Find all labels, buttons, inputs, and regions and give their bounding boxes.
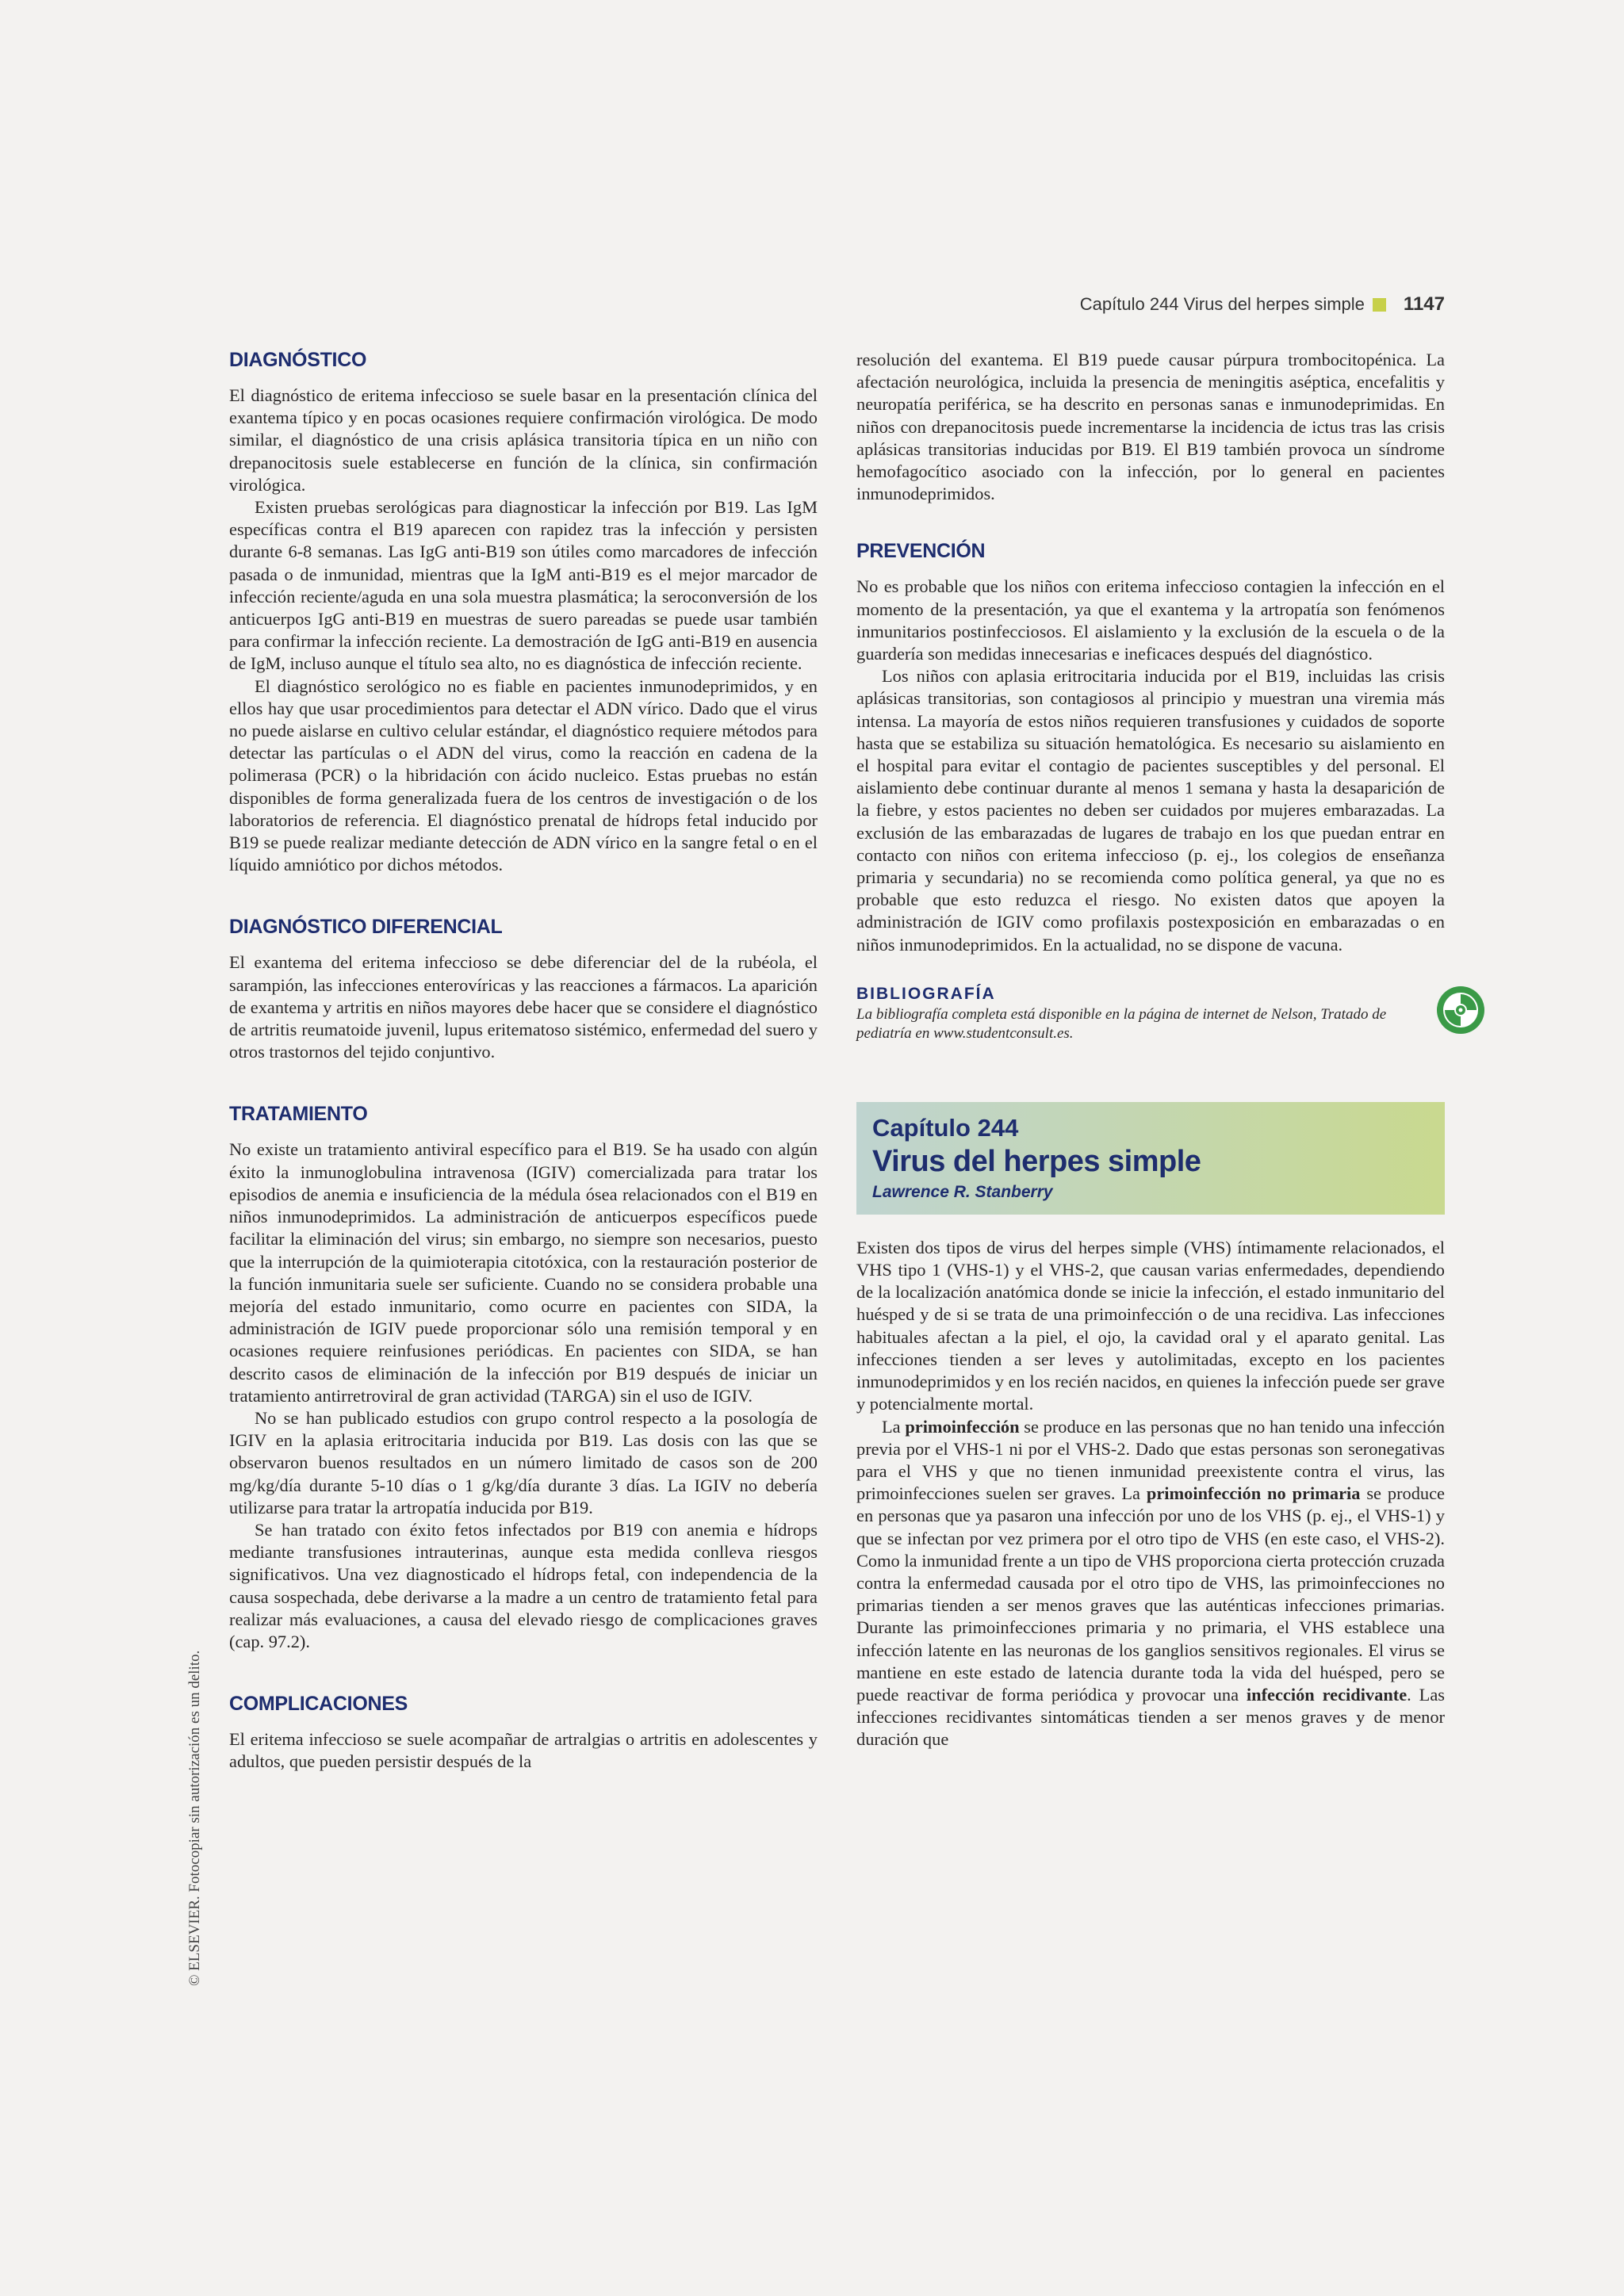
page-number: 1147 xyxy=(1403,293,1445,315)
chapter-author: Lawrence R. Stanberry xyxy=(872,1182,1053,1201)
bibliography-heading: BIBLIOGRAFÍA xyxy=(856,984,996,1003)
section-bibliografia xyxy=(856,985,1445,1043)
right-column xyxy=(856,349,1445,1751)
paragraph xyxy=(856,1416,1445,1751)
section-heading: PREVENCIÓN xyxy=(856,540,986,563)
paragraph: El eritema infeccioso se suele acompañar de artralgias o artritis en adolescentes y adultos, que pueden persistir después de la xyxy=(229,1729,818,1772)
section-diagnostico-diferencial xyxy=(229,916,818,1063)
term-primoinfeccion: primoinfección xyxy=(905,1416,1020,1437)
section-heading: TRATAMIENTO xyxy=(229,1103,368,1126)
chapter-title: Virus del herpes simple xyxy=(872,1144,1201,1178)
text-run: se produce en personas que ya pasaron una infección por uno de los VHS (p. ej., el VHS-1) y que se infectan por vez primera por el otro tipo de VHS (en este caso, el VHS-2). Como la inmunidad frente a un tipo de VHS proporciona cierta protección cruzada contra la enfermedad causada por el otro tipo de VHS, las primoinfecciones no primarias tienden a ser menos graves que las auténticas infecciones primarias. Durante las primoinfecciones primaria y no primaria, el VHS establece una infección latente en las neuronas de los ganglios sensitivos regionales. El virus se mantiene en este estado de latencia durante toda la vida del huésped, pero se puede reactivar de forma periódica y provocar una xyxy=(856,1483,1445,1705)
cd-disc-icon xyxy=(1435,985,1486,1035)
paragraph: resolución del exantema. El B19 puede causar púrpura trombocitopénica. La afectación neurológica, incluida la presencia de meningitis aséptica, encefalitis y neuropatía periférica, se ha descrito en personas sanas e inmunodeprimidas. En niños con drepanocitosis puede incrementarse la incidencia de ictus tras las crisis aplásicas transitorias inducidas por B19. El B19 también provoca un síndrome hemofagocítico asociado con la infección, por lo general en pacientes inmunodeprimidos. xyxy=(856,350,1445,504)
paragraph: Existen pruebas serológicas para diagnosticar la infección por B19. Las IgM específicas contra el B19 aparecen con rapidez tras la infección y persisten durante 6-8 semanas. Las IgG anti-B19 son útiles como marcadores de infección pasada o de inmunidad, mientras que la IgM anti-B19 es el mejor marcador de infección reciente/aguda en una sola muestra plasmática; la seroconversión de los anticuerpos IgG anti-B19 en muestras de suero pareadas se puede usar también para confirmar la infección reciente. La demostración de IgG anti-B19 en ausencia de IgM, incluso aunque el título sea alto, no es diagnóstica de infección reciente. xyxy=(229,497,818,674)
copyright-notice: © ELSEVIER. Fotocopiar sin autorización es un delito. xyxy=(186,1650,203,1986)
running-head xyxy=(856,293,1445,316)
text-run: La xyxy=(882,1416,906,1437)
term-infeccion-recidivante: infección recidivante xyxy=(1246,1684,1408,1705)
left-column xyxy=(229,349,818,1813)
paragraph: Existen dos tipos de virus del herpes simple (VHS) íntimamente relacionados, el VHS tipo 1 (VHS-1) y el VHS-2, que causan varias enfermedades, dependiendo de la localización anatómica donde se inicie la infección, el estado inmunitario del huésped y de si se trata de una primoinfección o de una recidiva. Las infecciones habituales afectan a la piel, el ojo, la cavidad oral y el aparato genital. Las infecciones tienden a ser leves y autolimitadas, excepto en los pacientes inmunodeprimidos y en los recién nacidos, en quienes la infección puede ser grave y potencialmente mortal. xyxy=(856,1237,1445,1414)
paragraph: No existe un tratamiento antiviral específico para el B19. Se ha usado con algún éxito la inmunoglobulina intravenosa (IGIV) comercializada para tratar los episodios de anemia e insuficiencia de la médula ósea relacionados con el B19 en niños inmunodeprimidos. La administración de anticuerpos específicos puede facilitar la eliminación del virus; sin embargo, no siempre son necesarios, puesto que la interrupción de la quimioterapia citotóxica, con la restauración posterior de la función inmunitaria suele ser suficiente. Cuando no se considera probable una mejoría del estado inmunitario, como ocurre en pacientes con SIDA, la administración de IGIV puede proporcionar sólo una remisión temporal y en ocasiones requiere reinfusiones periódicas. En pacientes con SIDA, se han descrito casos de eliminación de la infección por B19 después de iniciar un tratamiento antirretroviral de gran actividad (TARGA) sin el uso de IGIV. xyxy=(229,1139,818,1406)
section-complicaciones xyxy=(229,1693,818,1773)
section-heading: DIAGNÓSTICO xyxy=(229,349,367,371)
bibliography-text: La bibliografía completa está disponible en la página de internet de Nelson, Tratado de pediatría en www.studentconsult.es. xyxy=(856,1005,1387,1042)
paragraph: Se han tratado con éxito fetos infectados por B19 con anemia e hídrops mediante transfusiones intrauterinas, aunque esta medida conlleva riesgos significativos. Una vez diagnosticado el hídrops fetal, con independencia de la causa sospechada, debe derivarse a la madre a un centro de tratamiento fetal para realizar más evaluaciones, a causa del elevado riesgo de complicaciones graves (cap. 97.2). xyxy=(229,1519,818,1651)
text-run: . Las infecciones recidivantes sintomáticas tienden a ser menos graves y de menor duración que xyxy=(856,1684,1445,1750)
section-prevencion xyxy=(856,540,1445,955)
paragraph: El diagnóstico de eritema infeccioso se suele basar en la presentación clínica del exantema típico y en pocas ocasiones requiere confirmación virológica. De modo similar, el diagnóstico de una crisis aplásica transitoria típica en un niño con drepanocitosis suele establecerse en función de la clínica, sin confirmación virológica. xyxy=(229,385,818,495)
chapter-header xyxy=(856,1102,1445,1215)
running-head-chapter: Capítulo 244 xyxy=(1079,294,1179,314)
paragraph: No es probable que los niños con eritema infeccioso contagien la infección en el momento de la presentación, ya que el exantema y la artropatía son fenómenos inmunitarios postinfecciosos. El aislamiento y la exclusión de la escuela o de la guardería son medidas innecesarias e ineficaces después del diagnóstico. xyxy=(856,576,1445,664)
section-tratamiento xyxy=(229,1103,818,1653)
term-primoinfeccion-no-primaria: primoinfección no primaria xyxy=(1146,1483,1361,1504)
section-intro xyxy=(856,1237,1445,1751)
text-run: se produce en las personas que no han tenido una infección previa por el VHS-1 ni por el VHS-2. Dado que estas personas son seronegativas para el VHS y que no tienen inmunidad preexistente contra el virus, las primoinfecciones suelen ser graves. La xyxy=(856,1416,1445,1504)
paragraph: Los niños con aplasia eritrocitaria inducida por el B19, incluidas las crisis aplásicas transitorias, son contagiosos al principio y muestran una viremia más intensa. La mayoría de estos niños requieren transfusiones y cuidados de soporte hasta que se estabiliza su situación hematológica. Es necesario su aislamiento en el hospital para evitar el contagio de pacientes susceptibles y del personal. El aislamiento debe continuar durante al menos 1 semana y hasta la desaparición de la fiebre, y estos pacientes no deben ser cuidados por mujeres embarazadas. La exclusión de las embarazadas de lugares de trabajo en los que puedan entrar en contacto con niños con eritema infeccioso (p. ej., los colegios de enseñanza primaria y secundaria) no se recomienda como política general, ya que no es probable que esto reduzca el riesgo. No existen datos que apoyen la administración de IGIV como profilaxis postexposición en embarazadas o en niños inmunodeprimidos. En la actualidad, no se dispone de vacuna. xyxy=(856,666,1445,955)
section-heading: COMPLICACIONES xyxy=(229,1693,408,1716)
chapter-number: Capítulo 244 xyxy=(872,1113,1019,1142)
paragraph: No se han publicado estudios con grupo control respecto a la posología de IGIV en la aplasia eritrocitaria inducida por B19. Las dosis con las que se observaron buenos resultados en un número limitado de casos son de 200 mg/kg/día durante 5-10 días o 1 g/kg/día durante 3 días. La IGIV no debería utilizarse para tratar la artropatía inducida por B19. xyxy=(229,1407,818,1517)
section-heading: DIAGNÓSTICO DIFERENCIAL xyxy=(229,916,503,939)
running-head-title: Virus del herpes simple xyxy=(1183,294,1365,314)
section-diagnostico xyxy=(229,349,818,876)
paragraph: El exantema del eritema infeccioso se debe diferenciar del de la rubéola, el sarampión, las infecciones enterovíricas y las reacciones a fármacos. La aparición de exantema y artritis en niños mayores debe hacer que se considere el diagnóstico de artritis reumatoide juvenil, lupus eritematoso sistémico, enfermedad del suero y otros trastornos del tejido conjuntivo. xyxy=(229,952,818,1062)
paragraph: El diagnóstico serológico no es fiable en pacientes inmunodeprimidos, y en ellos hay que usar procedimientos para detectar el ADN vírico. Dado que el virus no puede aislarse en cultivo celular estándar, el diagnóstico requiere métodos para detectar las partículas o el ADN del virus, como la reacción en cadena de la polimerasa (PCR) o la hibridación con ácido nucleico. Estas pruebas no están disponibles de forma generalizada fuera de los centros de investigación o de los laboratorios de referencia. El diagnóstico prenatal de hídrops fetal inducido por B19 se puede realizar mediante detección de ADN vírico en la sangre fetal o en el líquido amniótico por dichos métodos. xyxy=(229,675,818,875)
square-bullet-icon xyxy=(1373,298,1386,312)
section-continuation xyxy=(856,349,1445,505)
